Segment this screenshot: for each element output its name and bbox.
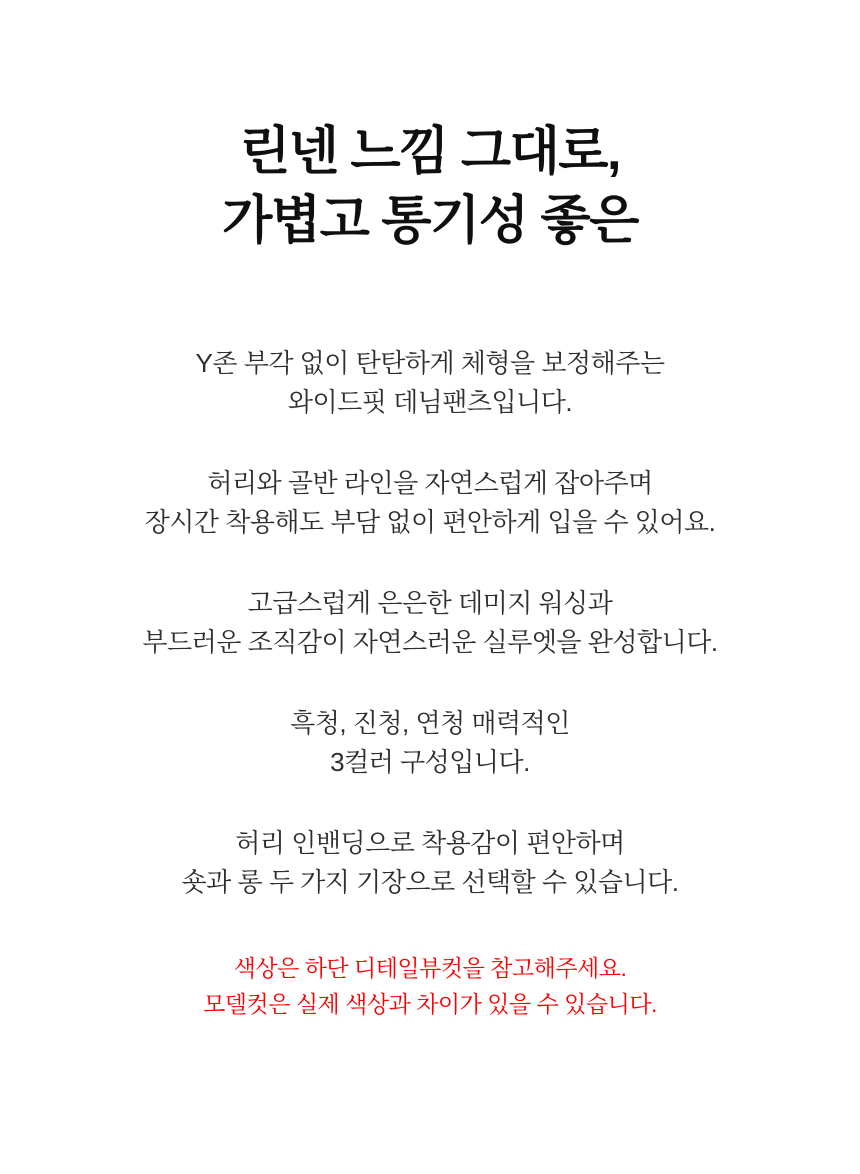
description-paragraph-colors	[0, 704, 860, 782]
description-paragraph-washing	[0, 584, 860, 662]
headline-line-1: 린넨 느낌 그대로,	[240, 123, 620, 181]
description-line: 숏과 롱 두 가지 기장으로 선택할 수 있습니다.	[181, 867, 679, 897]
headline	[0, 118, 860, 256]
description-paragraph-fit	[0, 344, 860, 422]
description-line: 고급스럽게 은은한 데미지 워싱과	[247, 588, 613, 618]
description-line: 와이드핏 데님팬츠입니다.	[287, 387, 573, 417]
description-line: 흑청, 진청, 연청 매력적인	[290, 708, 570, 738]
description-line: Y존 부각 없이 탄탄하게 체형을 보정해주는	[195, 348, 665, 378]
description-line: 허리 인밴딩으로 착용감이 편안하며	[235, 828, 625, 858]
description-line: 부드러운 조직감이 자연스러운 실루엣을 완성합니다.	[142, 627, 718, 657]
description-paragraph-length	[0, 824, 860, 902]
description-line: 3컬러 구성입니다.	[330, 747, 530, 777]
headline-line-2: 가볍고 통기성 좋은	[222, 192, 638, 250]
description-line: 장시간 착용해도 부담 없이 편안하게 입을 수 있어요.	[144, 507, 716, 537]
description-body	[0, 344, 860, 902]
notice-line-1: 색상은 하단 디테일뷰컷을 참고해주세요.	[233, 955, 627, 981]
notice-line-2: 모델컷은 실제 색상과 차이가 있을 수 있습니다.	[203, 991, 657, 1017]
color-disclaimer-notice	[0, 950, 860, 1022]
description-paragraph-comfort	[0, 464, 860, 542]
description-line: 허리와 골반 라인을 자연스럽게 잡아주며	[207, 468, 653, 498]
